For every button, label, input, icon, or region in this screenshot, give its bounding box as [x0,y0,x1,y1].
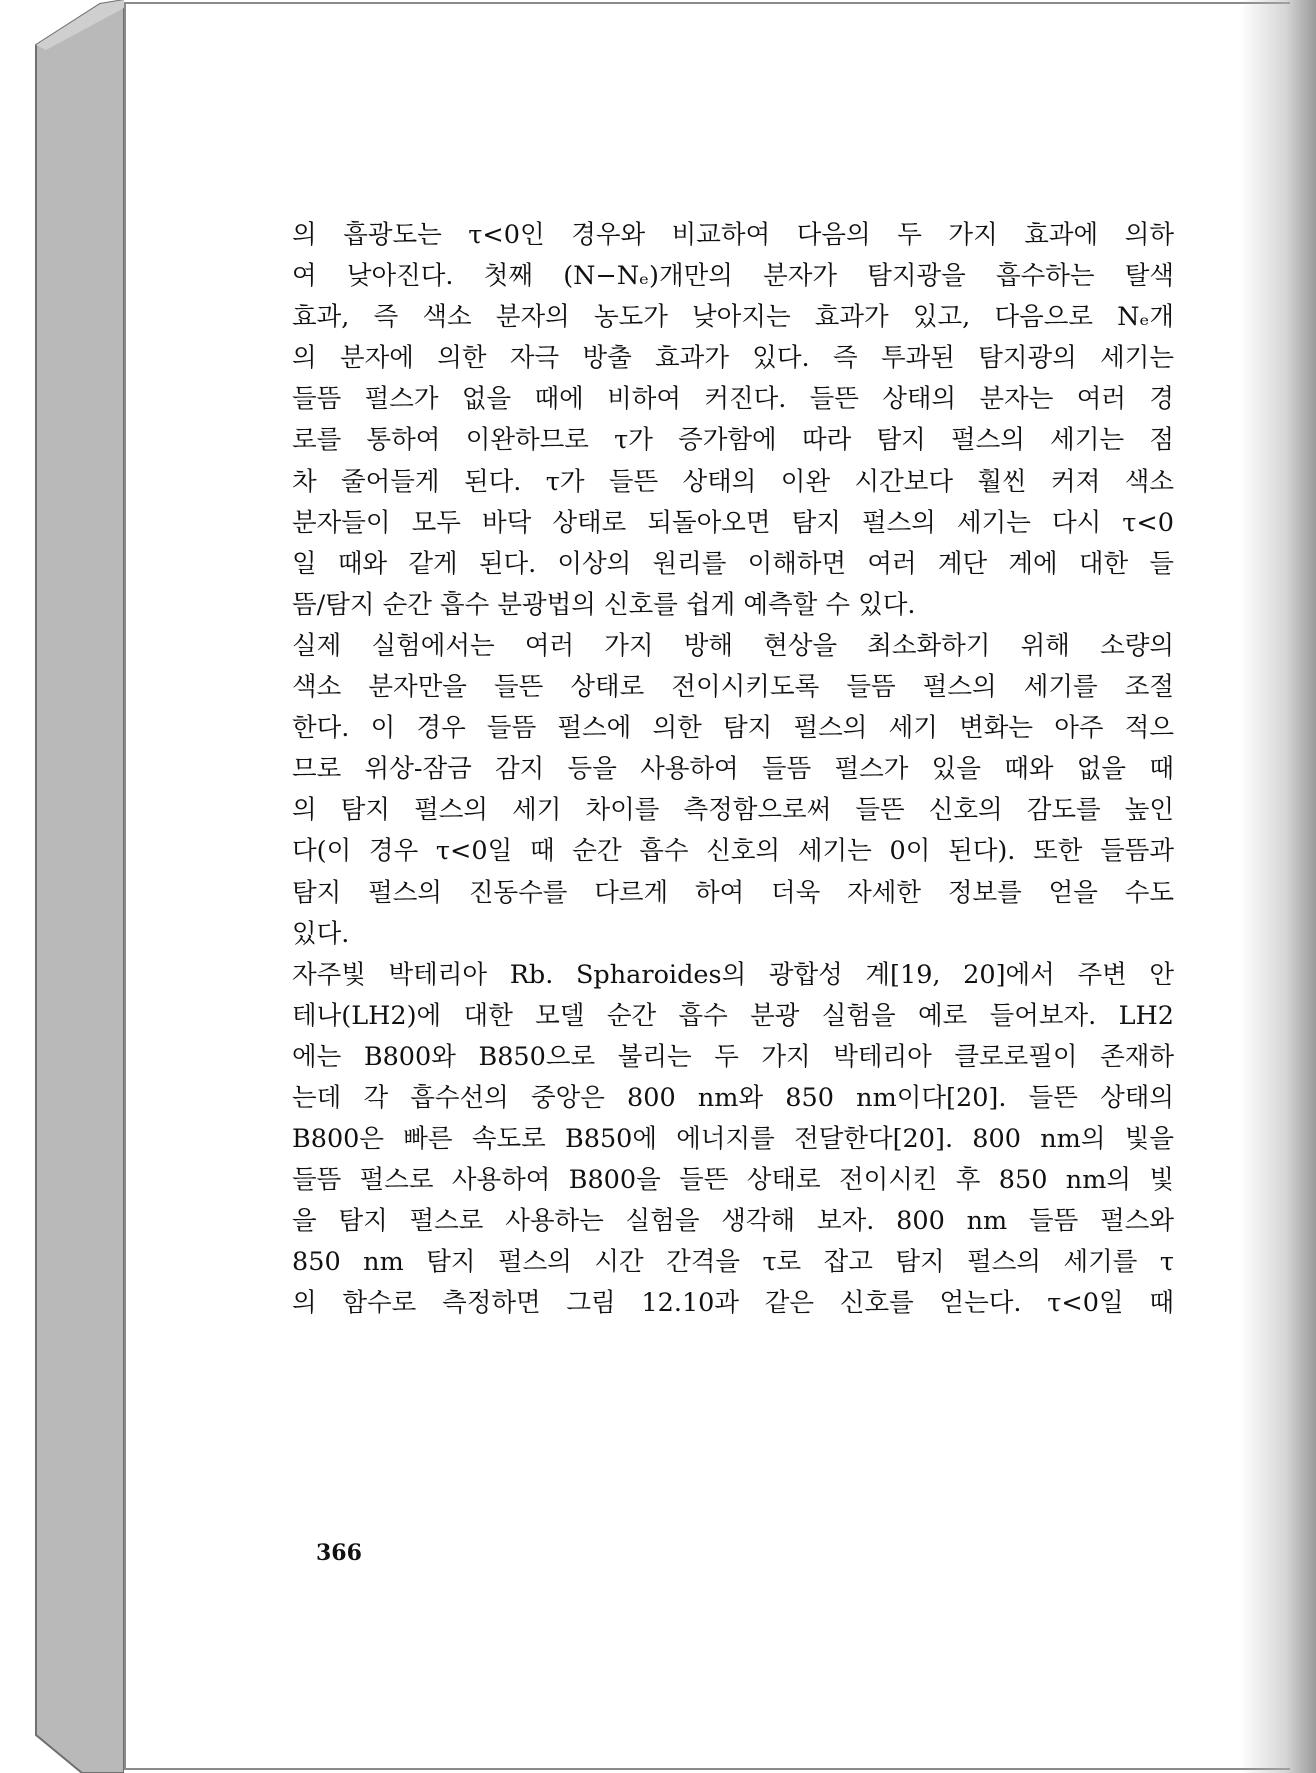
text-line: 의 흡광도는 τ<0인 경우와 비교하여 다음의 두 가지 효과에 의하 [292,220,1174,250]
text-line: 들뜸 펄스가 없을 때에 비하여 커진다. 들뜬 상태의 분자는 여러 경 [292,384,1174,415]
text-line: 의 분자에 의한 자극 방출 효과가 있다. 즉 투과된 탐지광의 세기는 [292,343,1174,374]
text-line: 다(이 경우 τ<0일 때 순간 흡수 신호의 세기는 0이 된다). 또한 들뜸과 [292,836,1174,867]
text-line: 들뜸 펄스로 사용하여 B800을 들뜬 상태로 전이시킨 후 850 nm의 빛 [292,1165,1174,1196]
text-line: 효과, 즉 색소 분자의 농도가 낮아지는 효과가 있고, 다음으로 Nₑ개 [292,302,1174,333]
text-line: 850 nm 탐지 펄스의 시간 간격을 τ로 잡고 탐지 펄스의 세기를 τ [292,1247,1174,1278]
text-line: 색소 분자만을 들뜬 상태로 전이시키도록 들뜸 펄스의 세기를 조절 [292,672,1174,703]
text-line: 분자들이 모두 바닥 상태로 되돌아오면 탐지 펄스의 세기는 다시 τ<0 [292,507,1174,538]
text-line: 차 줄어들게 된다. τ가 들뜬 상태의 이완 시간보다 훨씬 커져 색소 [292,466,1174,497]
text-line: 있다. [292,918,350,949]
text-line: 실제 실험에서는 여러 가지 방해 현상을 최소화하기 위해 소량의 [292,630,1174,661]
text-line: 탐지 펄스의 진동수를 다르게 하여 더욱 자세한 정보를 얻을 수도 [292,877,1174,908]
text-line: 의 탐지 펄스의 세기 차이를 측정함으로써 들뜬 신호의 감도를 높인 [292,795,1174,826]
text-line: 로를 통하여 이완하므로 τ가 증가함에 따라 탐지 펄스의 세기는 점 [292,425,1174,456]
text-line: 므로 위상-잠금 감지 등을 사용하여 들뜸 펄스가 있을 때와 없을 때 [292,754,1174,785]
text-line: 자주빛 박테리아 Rb. Spharoides의 광합성 계[19, 20]에서 주변 안 [292,959,1174,990]
text-line: B800은 빠른 속도로 B850에 에너지를 전달한다[20]. 800 nm의 빛을 [292,1124,1174,1155]
text-line: 는데 각 흡수선의 중앙은 800 nm와 850 nm이다[20]. 들뜬 상태의 [292,1082,1174,1113]
text-line: 테나(LH2)에 대한 모델 순간 흡수 분광 실험을 예로 들어보자. LH2 [292,1000,1174,1031]
book-spine [0,0,124,1773]
text-line: 여 낮아진다. 첫째 (N−Nₑ)개만의 분자가 탐지광을 흡수하는 탈색 [292,261,1174,292]
page-number: 366 [316,1540,362,1566]
body-text [292,215,1174,1325]
text-line: 한다. 이 경우 들뜸 펄스에 의한 탐지 펄스의 세기 변화는 아주 적으 [292,713,1174,744]
text-line: 뜸/탐지 순간 흡수 분광법의 신호를 쉽게 예측할 수 있다. [292,589,916,620]
text-line: 에는 B800와 B850으로 불리는 두 가지 박테리아 클로로필이 존재하 [292,1041,1174,1072]
page-edge-shadow [1240,0,1316,1773]
text-line: 을 탐지 펄스로 사용하는 실험을 생각해 보자. 800 nm 들뜸 펄스와 [292,1206,1174,1237]
text-line: 의 함수로 측정하면 그림 12.10과 같은 신호를 얻는다. τ<0일 때 [292,1288,1174,1319]
text-line: 일 때와 같게 된다. 이상의 원리를 이해하면 여러 계단 계에 대한 들 [292,548,1174,579]
